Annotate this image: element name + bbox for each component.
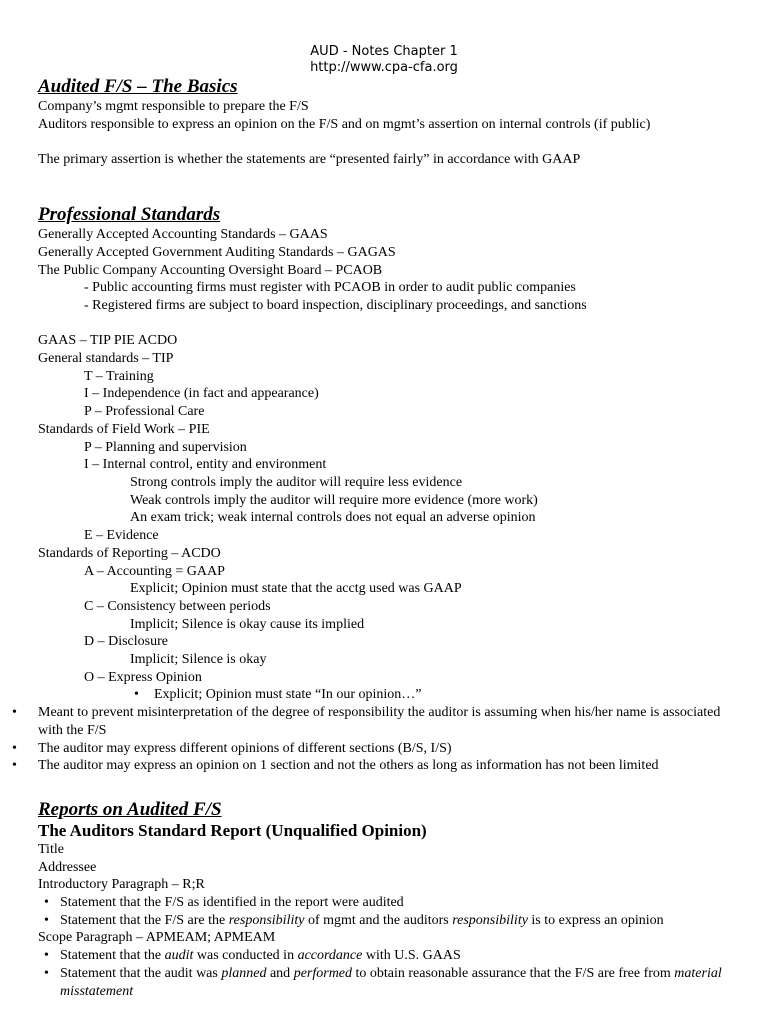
text-line: P – Planning and supervision bbox=[84, 439, 247, 455]
bullet-icon: • bbox=[12, 758, 17, 774]
bullet-icon: • bbox=[12, 740, 17, 756]
text-line: Strong controls imply the auditor will require less evidence bbox=[130, 475, 463, 490]
text-line: An exam trick; weak internal controls does not equal an adverse opinion bbox=[130, 510, 536, 526]
list-item-text: to obtain reasonable assurance that the F/S are free from bbox=[352, 965, 675, 981]
document-url: http://www.cpa-cfa.org bbox=[310, 60, 458, 75]
list-item-text: with U.S. GAAS bbox=[362, 948, 461, 964]
list-item bbox=[0, 965, 740, 1000]
section-heading-basics: Audited F/S – The Basics bbox=[38, 76, 238, 97]
text-line: Scope Paragraph – APMEAM; APMEAM bbox=[38, 930, 276, 946]
text-line: O – Express Opinion bbox=[84, 669, 202, 685]
text-line: Generally Accepted Government Auditing Standards – GAGAS bbox=[38, 244, 396, 260]
list-item-text: The auditor may express different opinions of different sections (B/S, I/S) bbox=[38, 740, 452, 756]
text-line: Implicit; Silence is okay cause its implied bbox=[130, 616, 365, 632]
list-item-text: Explicit; Opinion must state “In our opinion…” bbox=[154, 687, 422, 703]
list-item bbox=[0, 894, 740, 912]
text-line: The Public Company Accounting Oversight Board – PCAOB bbox=[38, 262, 383, 278]
text-line: - Public accounting firms must register with PCAOB in order to audit public companies bbox=[84, 280, 576, 296]
text-line: Title bbox=[38, 841, 64, 857]
list-item-text: Statement that the bbox=[60, 948, 165, 964]
text-line: T – Training bbox=[84, 368, 154, 384]
list-item bbox=[0, 912, 740, 930]
bullet-icon: • bbox=[44, 895, 49, 911]
subheading-standard-report: The Auditors Standard Report (Unqualified Opinion) bbox=[38, 820, 427, 840]
emphasis-text: performed bbox=[293, 965, 353, 981]
section-heading-reports: Reports on Audited F/S bbox=[38, 798, 222, 820]
emphasis-text: responsibility bbox=[228, 912, 305, 928]
text-line: Company’s mgmt responsible to prepare the F/S bbox=[38, 99, 309, 114]
bullet-icon: • bbox=[44, 912, 49, 928]
emphasis-text: audit bbox=[164, 948, 194, 964]
list-item bbox=[0, 686, 768, 704]
text-line: Addressee bbox=[38, 859, 97, 875]
list-item-text: Statement that the F/S are the bbox=[60, 912, 229, 928]
list-item-text: of mgmt and the auditors bbox=[304, 912, 453, 928]
text-line: The primary assertion is whether the statements are “presented fairly” in accordance with GAAP bbox=[38, 152, 581, 168]
list-item bbox=[0, 757, 728, 775]
text-line: I – Internal control, entity and environment bbox=[84, 457, 327, 473]
text-line: D – Disclosure bbox=[84, 634, 168, 650]
list-item-text: was conducted in bbox=[193, 948, 298, 964]
text-line: Standards of Field Work – PIE bbox=[38, 421, 210, 437]
emphasis-text: responsibility bbox=[452, 912, 528, 928]
emphasis-text: accordance bbox=[297, 948, 363, 964]
text-line: Implicit; Silence is okay bbox=[130, 652, 267, 668]
text-line: Generally Accepted Accounting Standards – GAAS bbox=[38, 227, 328, 243]
text-line: Explicit; Opinion must state that the acctg used was GAAP bbox=[130, 581, 462, 597]
list-item-text: Meant to prevent misinterpretation of the degree of responsibility the auditor is assuming when his/her name is associated with the F/S bbox=[38, 705, 721, 738]
list-item-text: The auditor may express an opinion on 1 section and not the others as long as information has not been limited bbox=[38, 758, 659, 774]
text-line: Standards of Reporting – ACDO bbox=[38, 545, 221, 561]
text-line: A – Accounting = GAAP bbox=[84, 563, 225, 579]
text-line: I – Independence (in fact and appearance) bbox=[84, 386, 319, 402]
text-line: General standards – TIP bbox=[38, 351, 174, 367]
emphasis-text: planned bbox=[221, 965, 267, 981]
list-item-text: Statement that the F/S as identified in the report were audited bbox=[60, 895, 404, 911]
text-line: GAAS – TIP PIE ACDO bbox=[38, 333, 178, 349]
text-line: C – Consistency between periods bbox=[84, 598, 271, 614]
bullet-icon: • bbox=[44, 948, 49, 964]
text-line: Weak controls imply the auditor will require more evidence (more work) bbox=[130, 492, 538, 508]
text-line: Introductory Paragraph – R;R bbox=[38, 877, 205, 893]
text-line: Auditors responsible to express an opinion on the F/S and on mgmt’s assertion on internal controls (if public) bbox=[38, 116, 651, 132]
emphasis-text: material misstatement bbox=[60, 965, 722, 999]
list-item bbox=[0, 740, 728, 758]
bullet-icon: • bbox=[44, 965, 49, 981]
list-item-text: Statement that the audit was bbox=[60, 965, 222, 981]
bullet-icon: • bbox=[134, 687, 139, 703]
list-item bbox=[0, 947, 740, 965]
text-line: - Registered firms are subject to board inspection, disciplinary proceedings, and sanctions bbox=[84, 297, 587, 313]
bullet-icon: • bbox=[12, 705, 17, 721]
text-line: E – Evidence bbox=[84, 528, 159, 544]
text-line: P – Professional Care bbox=[84, 404, 205, 420]
section-heading-professional-standards: Professional Standards bbox=[38, 204, 221, 226]
list-item-text: and bbox=[266, 965, 294, 981]
document-title: AUD - Notes Chapter 1 bbox=[310, 44, 458, 59]
list-item bbox=[0, 704, 728, 739]
list-item-text: is to express an opinion bbox=[527, 912, 664, 928]
